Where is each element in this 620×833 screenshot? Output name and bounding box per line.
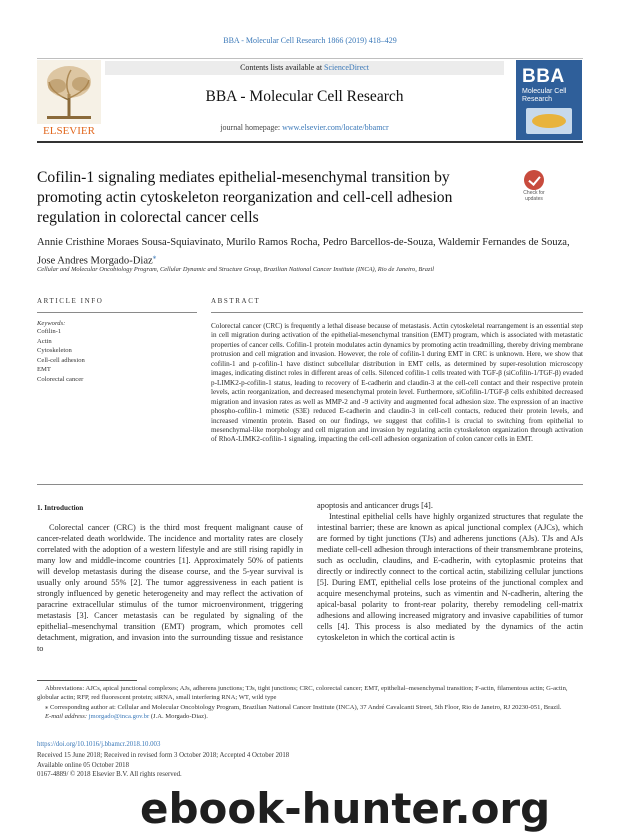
journal-title: BBA - Molecular Cell Research bbox=[205, 88, 404, 105]
author-list bbox=[37, 235, 583, 269]
intro-paragraph: Intestinal epithelial cells have highly organized structures that regulate the intestinal barrier; these are known as apical junctional complex (AJCs), which are formed by tight junctions (TJs) and adherens junctions (AJs). TJs and AJs mediate cell-cell adhesion through interactions of their transmembrane proteins, such as occludin, claudins, and E-cadherin, with cytoplasmic proteins that directly or indirectly connect to the cortical actin, stabilizing cellular junctions [5]. During EMT, epithelial cells lose proteins of the junctional complex and acquire mesenchymal proteins, such as vimentin and N-cadherin, altering the apical-basal polarity to front-rear polarity, thereby remodeling cell-matrix adhesions and allowing increased migratory and invasive capabilities of tumor cells [4]. This process is also mediated by the dynamics of the actin cytoskeleton in which the cortical actin is bbox=[317, 512, 583, 642]
header-bottom-rule bbox=[37, 141, 583, 143]
journal-cover-thumbnail bbox=[516, 60, 582, 140]
body-column-left bbox=[37, 522, 303, 654]
keywords-label: Keywords: bbox=[37, 320, 66, 327]
article-history bbox=[37, 751, 583, 780]
check-for-updates-badge[interactable] bbox=[519, 170, 549, 206]
abstract-text: Colorectal cancer (CRC) is frequently a lethal disease because of metastasis. Actin cytoskeletal rearrangement is an essential step in cell migration during activation of the epithelial-mesenchymal transition (EMT) program, which is associated with metastatic properties of cancer cells. Cofilin-1 protein modulates actin dynamics by promoting actin treadmilling, thereby driving membrane protrusion and cell migration and invasion. However, the role of cofilin-1 during EMT in CRC is unknown. Here, we show that cofilin-1 and p-cofilin-1 have distinct subcellular distribution in EMT cells, as determined by super-resolution microscopy images, indicating distinct roles in different areas of cells. Silenced cofilin-1 cells treated with TGF-β (siCofilin-1/TGF-β) evaded p-LIMK2-p-cofilin-1 status, leading to recovery of E-cadherin and claudin-3 at the cell-cell contact and their respective protein levels, actin reorganization, and decreased mesenchymal protein level. Furthermore, siCofilin-1/TGF-β cells exhibited decreased migration and invasion rates as well as MMP-2 and -9 activity and augmented focal adhesion size. The expression of an inactive phospho-cofilin-1 mimetic (S3E) reduced E-cadherin and claudin-3 in cell-cell contacts, reduced their protein levels, and increased vimentin protein. Based on our findings, we suggest that cofilin-1 is crucial to switching from epithelial to mesenchymal-like morphology and cell migration and invasion by regulating actin cytoskeleton organization through activation of RhoA-LIMK2-cofilin-1 signaling, impacting the cell-cell adhesion organization of colon cancer cells in EMT. bbox=[211, 322, 583, 444]
section-heading-introduction: 1. Introduction bbox=[37, 504, 84, 512]
intro-paragraph: Colorectal cancer (CRC) is the third most frequent malignant cause of cancer-related death worldwide. The incidence and mortality rates are closely correlated with the adoption of a western lifestyle and are still rising rapidly in many low and middle-income countries [1]. Approximately 50% of patients will develop metastasis during the disease course, and the 5-year survival is usually only around 55% [2]. The tumor aggressiveness in each patient is strongly influenced by genetic heterogeneity and may reflect the activation of paracrine extracellular stimulus of the tumor microenvironment, triggering metastasis [3]. Cancer metastasis can be regulated by signaling of the epithelial–mesenchymal transition (EMT) program, which promotes cell detachment, migration, and invasion into the surrounding tissue and resistance to bbox=[37, 523, 303, 653]
received-dates: Received 15 June 2018; Received in revised form 3 October 2018; Accepted 4 October 2018 bbox=[37, 752, 290, 759]
body-column-right bbox=[317, 500, 583, 643]
check-updates-label: Check for updates bbox=[523, 190, 545, 202]
article-title: Cofilin-1 signaling mediates epithelial-mesenchymal transition by promoting actin cytoskeleton reorganization and cell-cell adhesion regulation in colorectal cancer cells bbox=[37, 169, 453, 226]
watermark: ebook-hunter.org bbox=[140, 784, 551, 833]
footnotes bbox=[37, 684, 583, 721]
abstract-bottom-rule bbox=[37, 484, 583, 485]
affiliation: Cellular and Molecular Oncobiology Program, Cellular Dynamic and Structure Group, Brazilian National Cancer Institute (INCA), Rio de Janeiro, Brazil bbox=[37, 266, 435, 273]
article-info-heading: ARTICLE INFO bbox=[37, 297, 104, 305]
elsevier-wordmark: ELSEVIER bbox=[43, 125, 95, 137]
doi-link[interactable]: https://doi.org/10.1016/j.bbamcr.2018.10.003 bbox=[37, 741, 161, 748]
cover-subtitle: Molecular Cell Research bbox=[522, 88, 567, 103]
sciencedirect-link[interactable]: ScienceDirect bbox=[324, 63, 369, 72]
available-online: Available online 05 October 2018 bbox=[37, 761, 129, 769]
homepage-prefix: journal homepage: bbox=[220, 123, 283, 132]
abstract-rule bbox=[211, 312, 583, 313]
contents-prefix: Contents lists available at bbox=[240, 63, 325, 72]
journal-homepage bbox=[105, 123, 504, 132]
keyword: Colorectal cancer bbox=[37, 375, 84, 383]
corresponding-author-mark[interactable]: ⁎ bbox=[152, 253, 157, 261]
corresponding-author-footnote: ⁎ Corresponding author at: Cellular and Molecular Oncobiology Program, Brazilian National Cancer Institute (INCA), 37 André Cavalcanti Street, 5th Floor, Rio de Janeiro, RJ 20230-051, Brazil. bbox=[45, 703, 562, 711]
article-info-rule bbox=[37, 312, 197, 313]
keyword: Cofilin-1 bbox=[37, 328, 62, 335]
author-names: Annie Cristhine Moraes Sousa-Squiavinato, Murilo Ramos Rocha, Pedro Barcellos-de-Souza, Waldemir Fernandes de Souza, Jose Andres Morgado-Diaz bbox=[37, 237, 570, 267]
cover-title: BBA bbox=[522, 66, 565, 87]
email-footnote bbox=[37, 712, 583, 721]
copyright: 0167-4889/ © 2018 Elsevier B.V. All rights reserved. bbox=[37, 771, 182, 778]
email-label: E-mail address: bbox=[45, 712, 89, 720]
abstract-heading: ABSTRACT bbox=[211, 297, 261, 305]
homepage-link[interactable]: www.elsevier.com/locate/bbamcr bbox=[282, 123, 389, 132]
check-icon bbox=[524, 170, 544, 190]
keyword: Cytoskeleton bbox=[37, 347, 72, 354]
email-link[interactable]: jmorgado@inca.gov.br bbox=[88, 712, 150, 720]
journal-reference[interactable]: BBA - Molecular Cell Research 1866 (2019) 418–429 bbox=[223, 36, 397, 45]
contents-line bbox=[105, 63, 504, 72]
keywords-block bbox=[37, 320, 197, 384]
email-suffix: (J.A. Morgado-Diaz). bbox=[149, 712, 208, 720]
intro-paragraph-continued: apoptosis and anticancer drugs [4]. bbox=[317, 501, 433, 510]
elsevier-logo bbox=[37, 60, 101, 138]
keyword: Actin bbox=[37, 337, 52, 345]
cover-image bbox=[526, 108, 572, 134]
header-top-rule bbox=[37, 58, 583, 59]
keyword: Cell-cell adhesion bbox=[37, 356, 85, 364]
abbreviations-footnote: Abbreviations: AJCs, apical junctional complexes; AJs, adherens junctions; TJs, tight junctions; CRC, colorectal cancer; EMT, epithelial–mesenchymal transition; F-actin, filamentous actin; G-actin, globular actin; RFP, red fluorescent protein; siRNA, small interfering RNA; WT, wild type bbox=[37, 685, 568, 702]
keyword: EMT bbox=[37, 366, 51, 373]
footnote-rule bbox=[37, 680, 137, 681]
